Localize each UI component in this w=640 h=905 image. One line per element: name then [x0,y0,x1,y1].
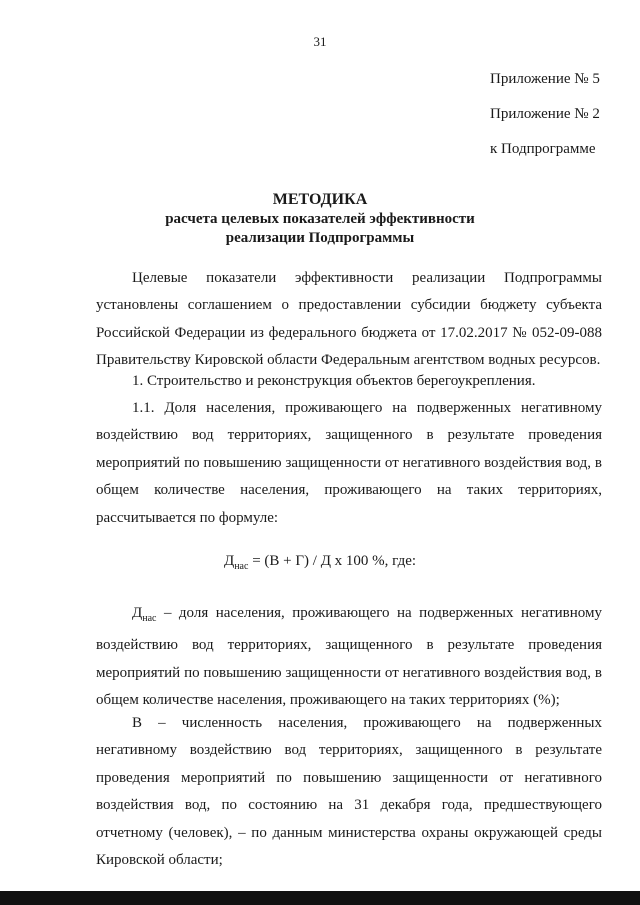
appendix-text-2: Приложение № 2 [490,106,600,122]
formula [0,553,640,572]
section-heading: 1. Строительство и реконструкция объектов берегоукрепления. [132,373,536,389]
appendix-text-3: к Подпрограмме [490,141,596,157]
document-title: МЕТОДИКА [272,191,368,208]
document-subtitle-2: реализации Подпрограммы [225,230,415,246]
page-number: 31 [313,34,327,49]
definition-text: – доля населения, проживающего на подверженных негативному воздействию вод территориях, защищенного в результате проведения мероприятий по повышению защищенности от негативного воздействия вод, в общем количестве населения, проживающего на таких территориях (%); [96,605,602,709]
intro-paragraph: Целевые показатели эффективности реализации Подпрограммы установлены соглашением о предоставлении субсидии бюджету субъекта Российской Федерации из федерального бюджета от 17.02.2017 № 052-09-088 Правительству Кировской области Федеральным агентством водных ресурсов. [96,270,602,369]
subsection-paragraph: 1.1. Доля населения, проживающего на подверженных негативному воздействию вод территориях, защищенного в результате проведения мероприятий по повышению защищенности от негативного воздействия вод, в общем количестве населения, проживающего на таких территориях, рассчитывается по формуле: [96,400,602,526]
formula-subscript: нас [234,561,249,572]
formula-symbol: Д [223,553,235,569]
definition-subscript: нас [142,613,157,624]
document-subtitle-1: расчета целевых показателей эффективности [165,211,475,227]
scan-bottom-border [0,891,640,905]
definition-v: В – численность населения, проживающего на подверженных негативному воздействию вод территориях, защищенного в результате проведения мероприятий по повышению защищенности от негативного воздействия вод, по состоянию на 31 декабря года, предшествующего отчетному (человек), – по данным министерства охраны окружающей среды Кировской области; [96,715,602,869]
appendix-text-1: Приложение № 5 [490,71,600,87]
definition-d-nas [96,600,602,715]
formula-expression: = (В + Г) / Д х 100 %, где: [248,553,417,569]
definition-symbol: Д [132,605,143,621]
